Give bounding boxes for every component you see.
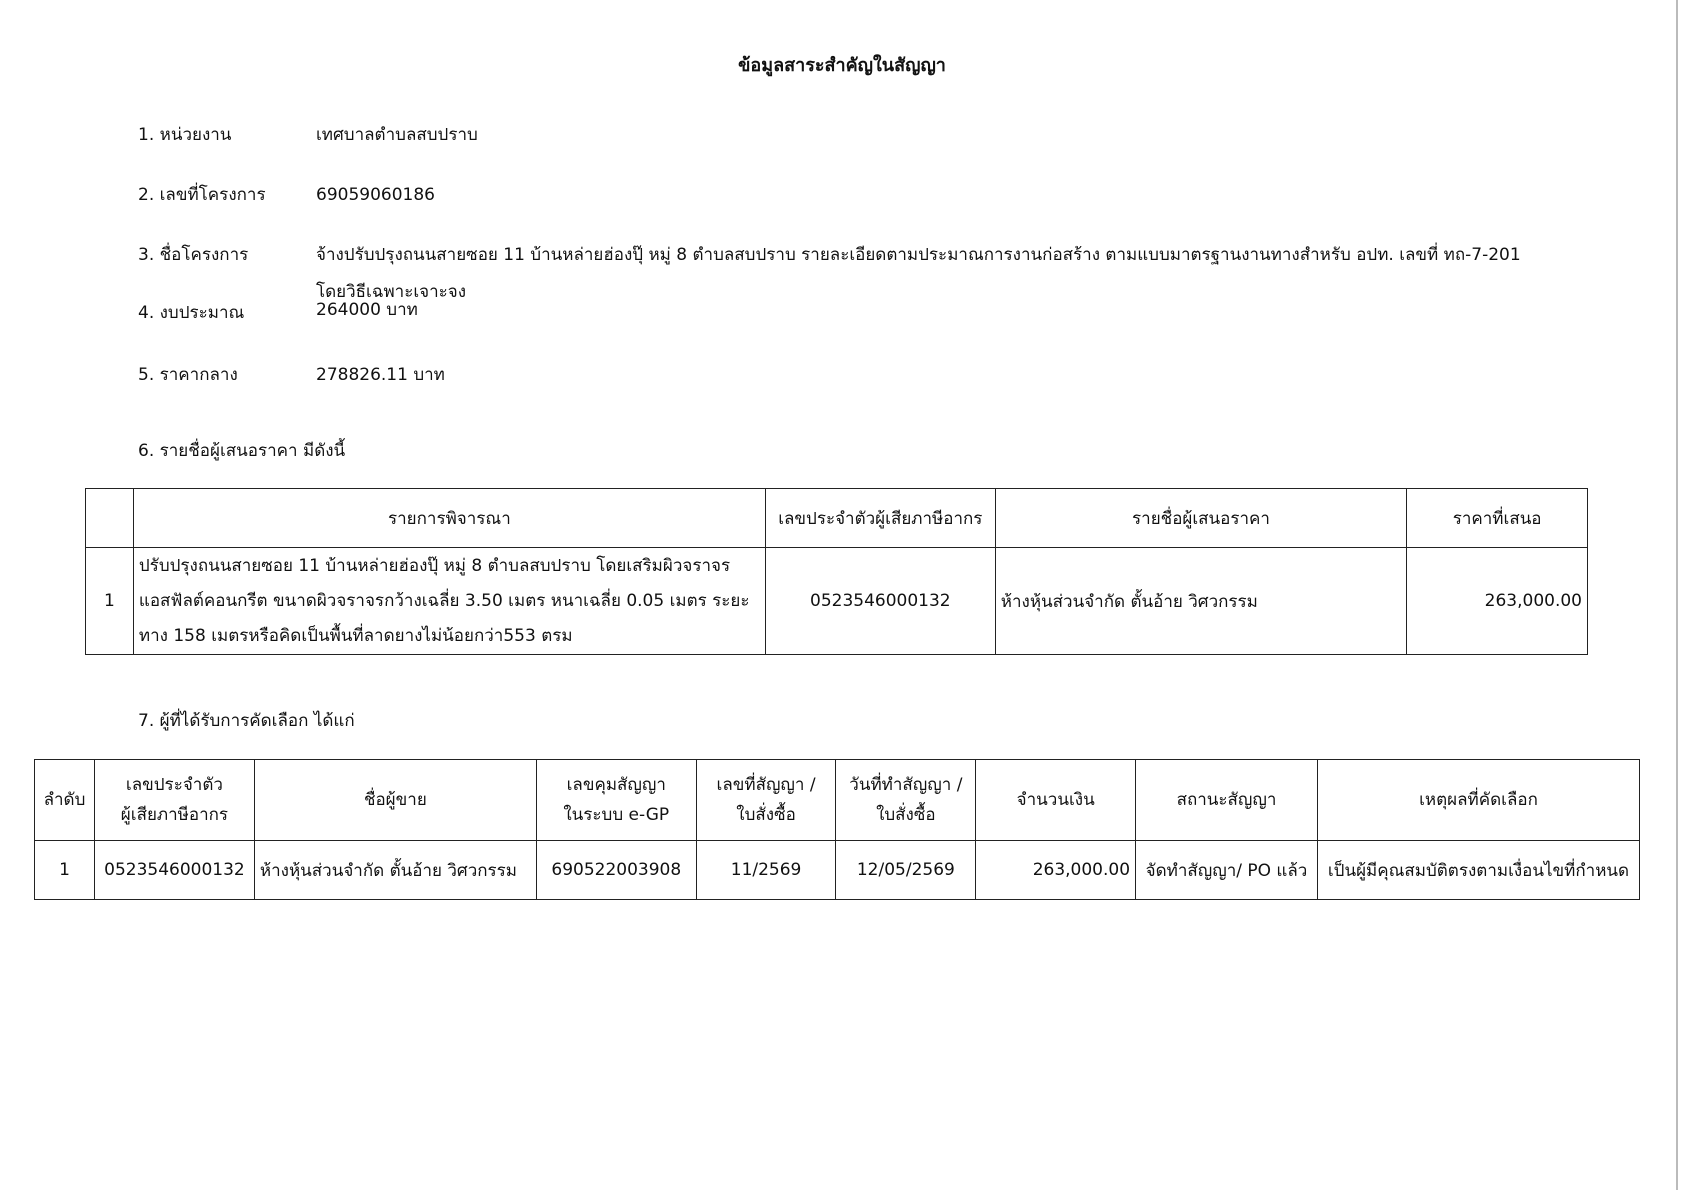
header-cell [35, 760, 95, 841]
field-label: 4. งบประมาณ [138, 303, 245, 323]
field-value-line2: โดยวิธีเฉพาะเจาะจง [316, 282, 467, 302]
header-line: เหตุผลที่คัดเลือก [1419, 790, 1538, 810]
page-edge-line [1676, 0, 1678, 1190]
header-line: ใบสั่งซื้อ [736, 805, 796, 825]
header-line: เลขคุมสัญญา [566, 775, 666, 795]
winners-heading: 7. ผู้ที่ได้รับการคัดเลือก ได้แก่ [138, 711, 355, 731]
header-cell [94, 760, 254, 841]
header-cell: เลขประจำตัวผู้เสียภาษีอากร [765, 489, 995, 548]
header-line: ลำดับ [43, 790, 86, 810]
offer-price: 263,000.00 [1407, 548, 1588, 655]
header-cell [86, 489, 134, 548]
header-line: สถานะสัญญา [1176, 790, 1277, 810]
selection-reason: เป็นผู้มีคุณสมบัติตรงตามเงื่อนไขที่กำหนด [1317, 841, 1639, 900]
header-cell: รายการพิจารณา [133, 489, 765, 548]
tax-id: 0523546000132 [94, 841, 254, 900]
row-number: 1 [86, 548, 134, 655]
header-cell [536, 760, 696, 841]
header-cell [836, 760, 976, 841]
header-cell [1136, 760, 1318, 841]
item-line: ทาง 158 เมตรหรือคิดเป็นพื้นที่ลาดยางไม่น้อยกว่า553 ตรม [138, 625, 573, 646]
field-value: 278826.11 บาท [316, 365, 445, 385]
header-line: จำนวนเงิน [1016, 790, 1095, 810]
header-line: ผู้เสียภาษีอากร [120, 805, 229, 825]
header-cell [254, 760, 536, 841]
field-label: 5. ราคากลาง [138, 365, 238, 385]
page-title: ข้อมูลสาระสำคัญในสัญญา [738, 55, 946, 76]
egp-control-number: 690522003908 [536, 841, 696, 900]
table-row [86, 548, 1588, 655]
header-cell [696, 760, 836, 841]
contract-date: 12/05/2569 [836, 841, 976, 900]
field-value: 69059060186 [316, 185, 435, 205]
tax-id: 0523546000132 [765, 548, 995, 655]
header-line: วันที่ทำสัญญา / [849, 775, 963, 795]
seller-name: ห้างหุ้นส่วนจำกัด ตั้นอ้าย วิศวกรรม [254, 841, 536, 900]
table-row [35, 841, 1640, 900]
field-value: 264000 บาท [316, 300, 418, 320]
contract-amount: 263,000.00 [976, 841, 1136, 900]
header-line: ชื่อผู้ขาย [363, 790, 427, 810]
header-line: เลขที่สัญญา / [716, 775, 816, 795]
header-cell [1317, 760, 1639, 841]
field-label: 2. เลขที่โครงการ [138, 185, 266, 205]
bidders-table [85, 488, 1588, 655]
bidder-name: ห้างหุ้นส่วนจำกัด ตั้นอ้าย วิศวกรรม [995, 548, 1406, 655]
row-number: 1 [35, 841, 95, 900]
contract-number: 11/2569 [696, 841, 836, 900]
header-cell: รายชื่อผู้เสนอราคา [995, 489, 1406, 548]
bidders-heading: 6. รายชื่อผู้เสนอราคา มีดังนี้ [138, 441, 346, 461]
header-line: เลขประจำตัว [125, 775, 223, 795]
header-cell: ราคาที่เสนอ [1407, 489, 1588, 548]
table-header-row [35, 760, 1640, 841]
table-header-row [86, 489, 1588, 548]
item-line: ปรับปรุงถนนสายซอย 11 บ้านหล่ายฮ่องปุ๊ หมู่ 8 ตำบลสบปราบ โดยเสริมผิวจราจร [138, 555, 731, 576]
item-description [133, 548, 765, 655]
field-value: จ้างปรับปรุงถนนสายซอย 11 บ้านหล่ายฮ่องปุ๊ หมู่ 8 ตำบลสบปราบ รายละเอียดตามประมาณการงานก่อสร้าง ตามแบบมาตรฐานงานทางสำหรับ อปท. เลขที่ ทถ-7-201 [316, 245, 1521, 265]
header-line: ใบสั่งซื้อ [876, 805, 936, 825]
contract-status: จัดทำสัญญา/ PO แล้ว [1136, 841, 1318, 900]
winners-table [34, 759, 1640, 900]
item-line: แอสฟัลต์คอนกรีต ขนาดผิวจราจรกว้างเฉลี่ย 3.50 เมตร หนาเฉลี่ย 0.05 เมตร ระยะ [138, 590, 750, 611]
header-line: ในระบบ e-GP [563, 805, 670, 825]
field-label: 1. หน่วยงาน [138, 125, 232, 145]
field-label: 3. ชื่อโครงการ [138, 245, 249, 265]
field-value: เทศบาลตำบลสบปราบ [316, 125, 478, 145]
header-cell [976, 760, 1136, 841]
